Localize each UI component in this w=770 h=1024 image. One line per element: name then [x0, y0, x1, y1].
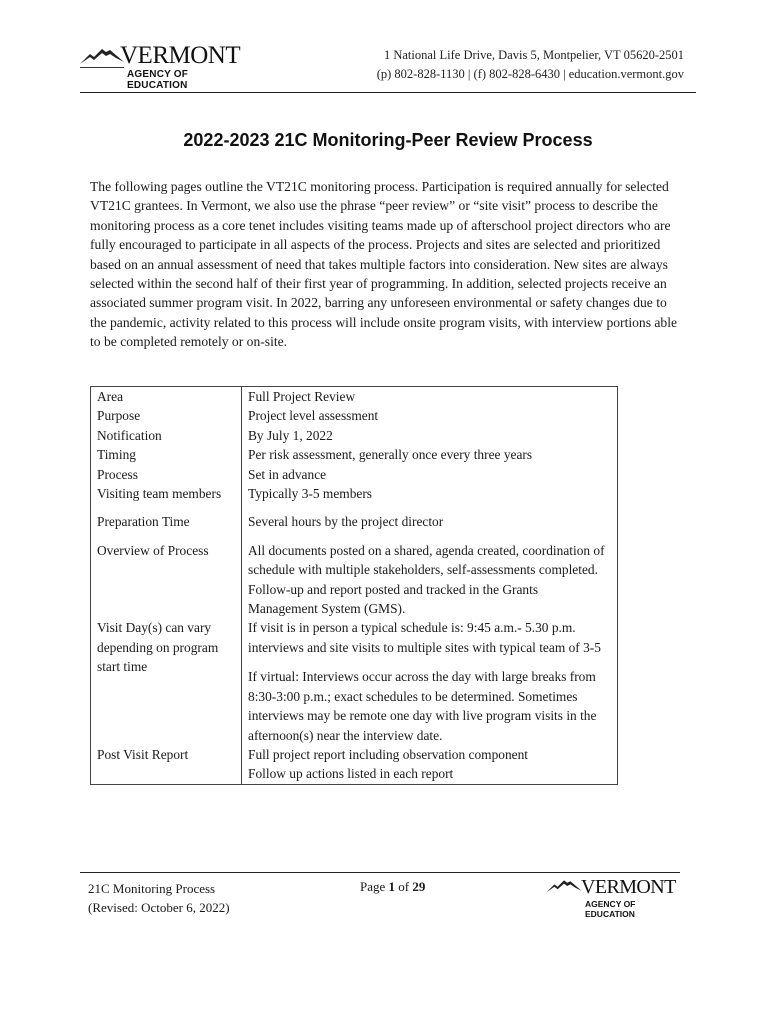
mountain-icon: [545, 878, 583, 894]
mountain-icon: [80, 46, 124, 66]
row-label: Post Visit Report: [91, 745, 242, 784]
row-value: [242, 745, 618, 784]
table-row: [91, 745, 618, 784]
row-value: Per risk assessment, generally once every three years: [242, 445, 618, 464]
row-value: [242, 618, 618, 744]
table-row: [91, 541, 618, 619]
column-header-review: Full Project Review: [242, 387, 618, 407]
row-value: Set in advance: [242, 465, 618, 484]
table-row: [91, 512, 618, 540]
phone-line: (p) 802-828-1130 | (f) 802-828-6430 | education.vermont.gov: [376, 67, 684, 81]
row-value: Several hours by the project director: [242, 512, 618, 540]
page-number: [360, 879, 425, 895]
table-row: [91, 484, 618, 512]
table-row: [91, 406, 618, 425]
visit-virtual-text: If virtual: Interviews occur across the day with large breaks from 8:30-3:00 p.m.; exact schedules to be determined. Sometimes interviews may be remote one day with live program visits in the afternoon(s) near the interview date.: [248, 669, 597, 743]
footer-logo: [545, 876, 680, 919]
table-row: [91, 387, 618, 407]
row-value: Project level assessment: [242, 406, 618, 425]
logo-rule: [80, 67, 124, 68]
vermont-aoe-logo: [80, 42, 241, 91]
table-row: [91, 445, 618, 464]
page-of: of: [395, 879, 413, 894]
footer-logo-subtitle: AGENCY OF EDUCATION: [585, 899, 636, 919]
page-prefix: Page: [360, 879, 389, 894]
row-label: Timing: [91, 445, 242, 464]
row-value: All documents posted on a shared, agenda created, coordination of schedule with multiple stakeholders, self-assessments completed. Follow-up and report posted and tracked in the Grants Management System (GMS).: [242, 541, 618, 619]
document-title: 2022-2023 21C Monitoring-Peer Review Process: [183, 130, 593, 150]
page-header: [80, 42, 696, 93]
table-row: [91, 426, 618, 445]
row-label: Overview of Process: [91, 541, 242, 619]
intro-paragraph: The following pages outline the VT21C monitoring process. Participation is required annually for selected VT21C grantees. In Vermont, we also use the phrase “peer review” or “site visit” process to describe the monitoring process as a core tenet includes visiting teams made up of afterschool project directors who are fully encouraged to participate in all aspects of the process. Projects and sites are selected and prioritized based on an annual assessment of need that takes multiple factors into consideration. New sites are always selected within the second half of their first year of programming. In addition, selected projects receive an associated summer program visit. In 2022, barring any unforeseen environmental or safety changes due to the pandemic, activity related to this process will include onsite program visits, with interview portions able to be completed remotely or on-site.: [90, 179, 678, 350]
address-line: 1 National Life Drive, Davis 5, Montpelier, VT 05620-2501: [383, 48, 684, 62]
table-row: [91, 618, 618, 744]
row-label: Purpose: [91, 406, 242, 425]
row-label: Visit Day(s) can vary depending on program start time: [91, 618, 242, 744]
page-total: 29: [412, 879, 426, 894]
page-footer: [80, 872, 680, 933]
contact-info: [377, 46, 684, 84]
column-header-area: Area: [91, 387, 242, 407]
footer-logo-wordmark: VERMONT: [581, 876, 676, 898]
page-current: 1: [388, 879, 396, 894]
logo-subtitle: AGENCY OF EDUCATION: [127, 69, 189, 91]
row-label: Process: [91, 465, 242, 484]
row-label: Notification: [91, 426, 242, 445]
row-value: By July 1, 2022: [242, 426, 618, 445]
report-line-1: Full project report including observation component: [248, 746, 529, 762]
report-line-2: Follow up actions listed in each report: [248, 766, 454, 782]
table-row: [91, 465, 618, 484]
footer-doc-name: 21C Monitoring Process: [88, 881, 216, 896]
row-label: Preparation Time: [91, 512, 242, 540]
footer-revised-date: (Revised: October 6, 2022): [88, 900, 230, 915]
logo-wordmark: VERMONT: [120, 42, 241, 69]
review-table: [90, 386, 618, 785]
row-value: Typically 3-5 members: [242, 484, 618, 512]
footer-doc-info: [88, 879, 230, 917]
visit-in-person-text: If visit is in person a typical schedule is: 9:45 a.m.- 5.30 p.m. interviews and site visits to multiple sites with typical team of 3-5: [248, 620, 601, 655]
row-label: Visiting team members: [91, 484, 242, 512]
